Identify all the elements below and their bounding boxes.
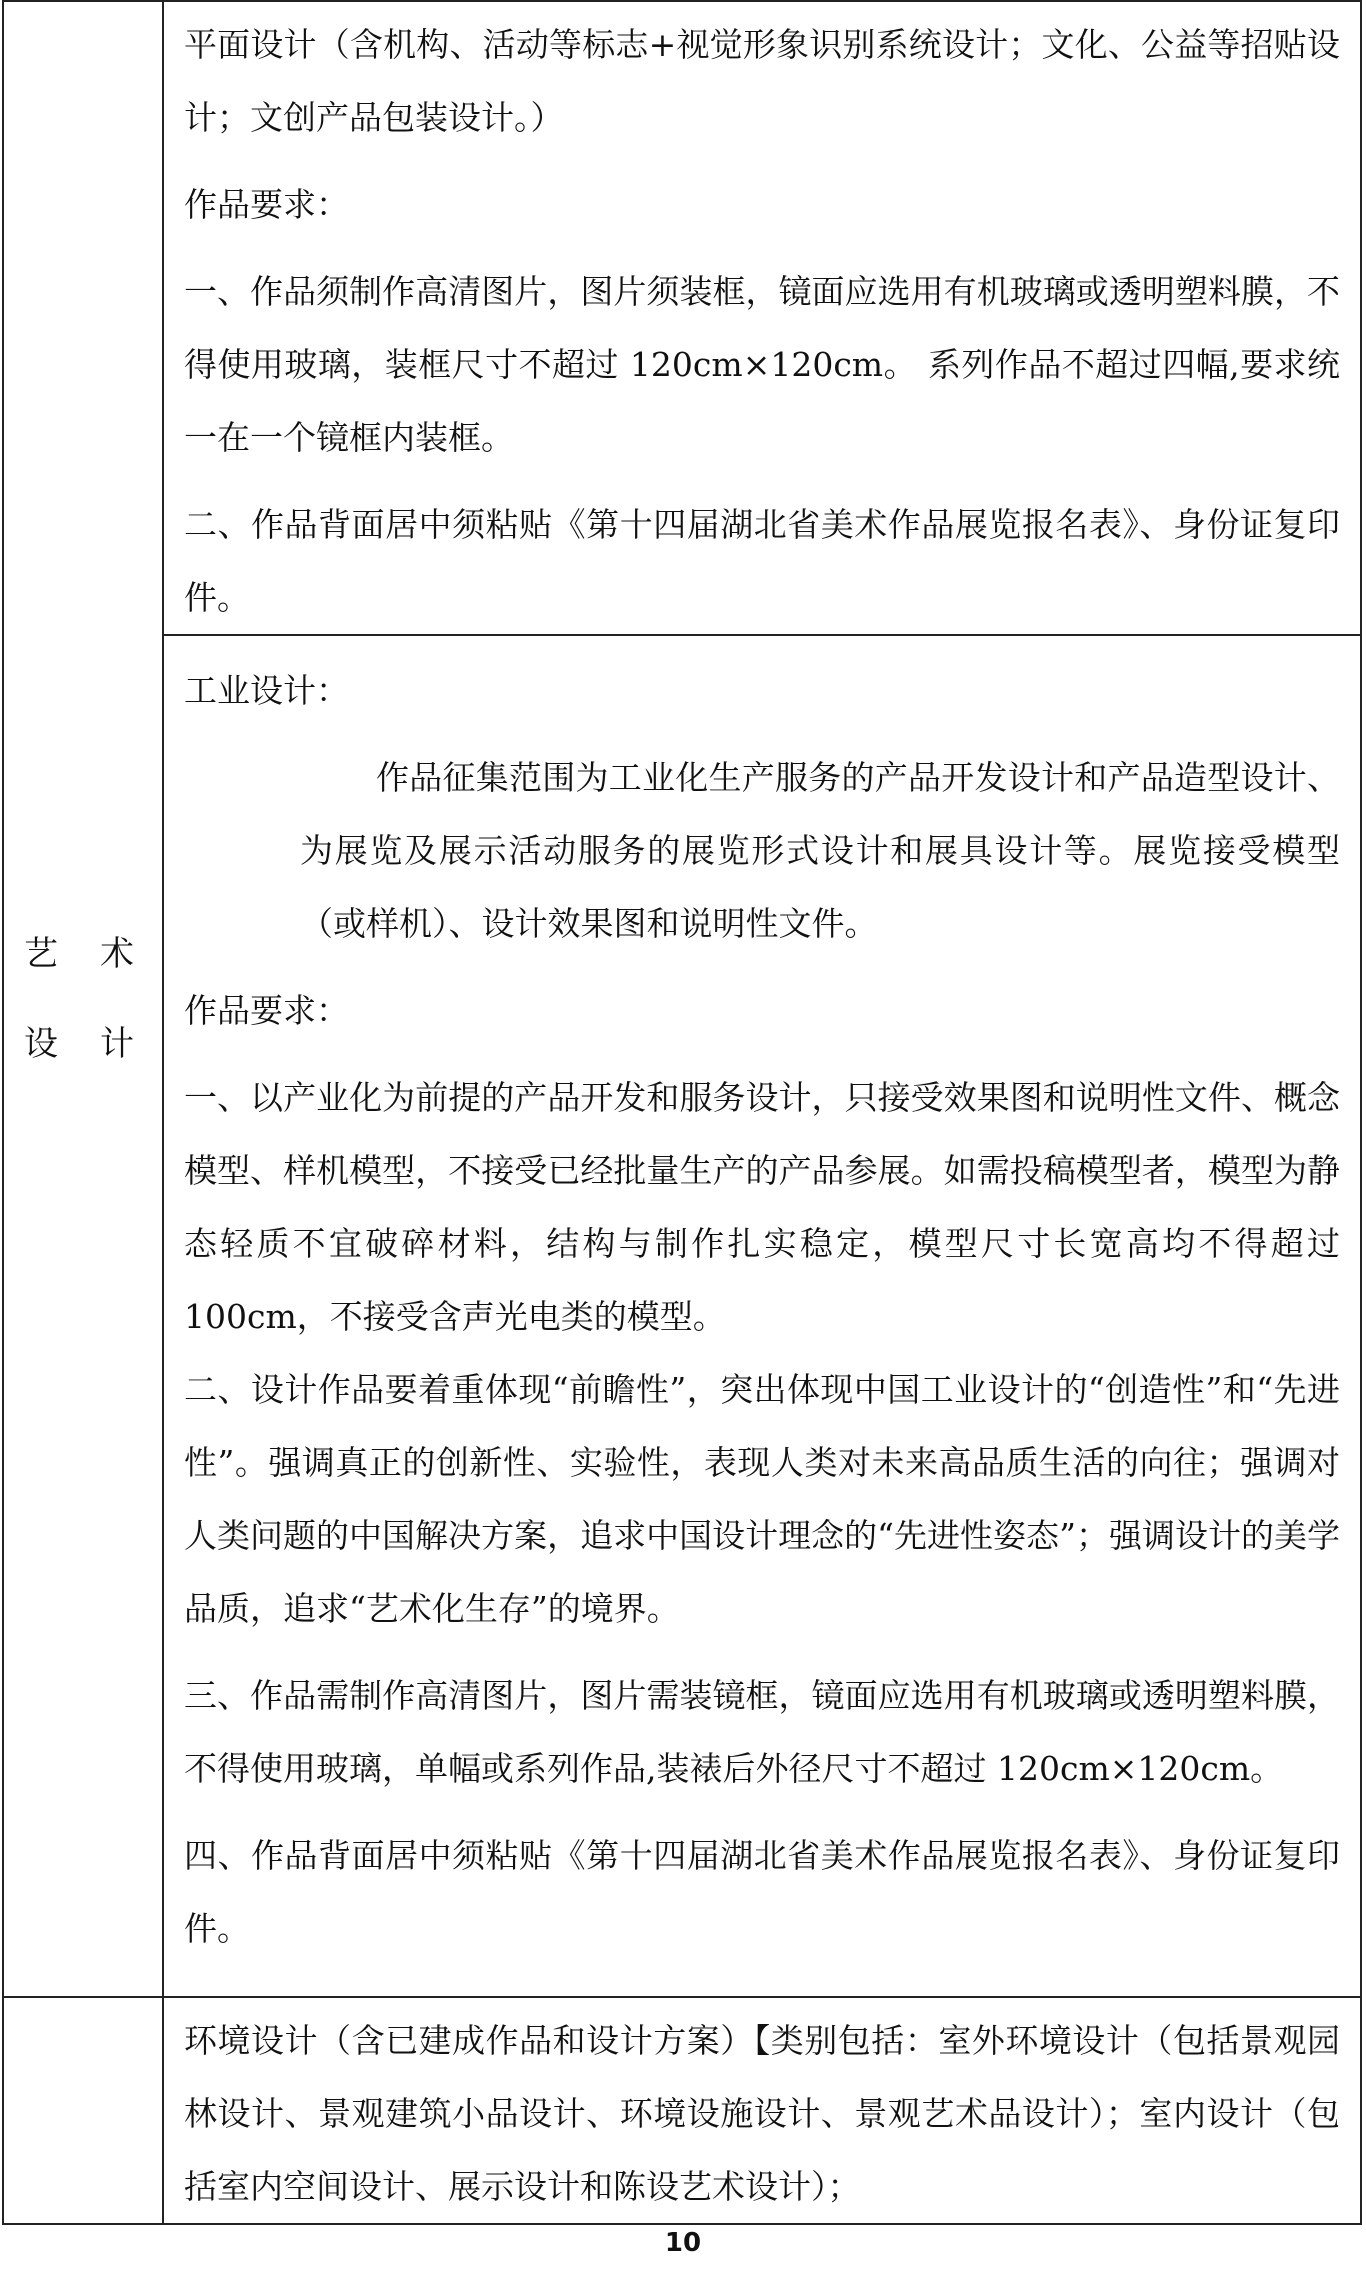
art-design-table bbox=[2, 0, 1362, 2225]
label-cell-empty bbox=[3, 1997, 163, 2224]
category-label-cell bbox=[3, 1, 176, 1997]
graphic-design-cell bbox=[163, 1, 1361, 635]
industrial-design-row bbox=[3, 635, 1361, 1997]
industrial-design-req-3: 三、作品需制作高清图片，图片需装镜框，镜面应选用有机玻璃或透明塑料膜，不得使用玻璃，单幅或系列作品,装裱后外径尺寸不超过 120cm×120cm。 bbox=[184, 1676, 1340, 1788]
industrial-design-req-1: 一、以产业化为前提的产品开发和服务设计，只接受效果图和说明性文件、概念模型、样机模型，不接受已经批量生产的产品参展。如需投稿模型者，模型为静态轻质不宜破碎材料，结构与制作扎实稳定，模型尺寸长宽高均不得超过 100cm，不接受含声光电类的模型。 bbox=[184, 1078, 1340, 1336]
graphic-design-req-2: 二、作品背面居中须粘贴《第十四届湖北省美术作品展览报名表》、身份证复印件。 bbox=[184, 505, 1340, 617]
industrial-design-cell bbox=[163, 635, 1361, 1997]
environmental-design-cell bbox=[163, 1997, 1361, 2224]
industrial-design-scope-block bbox=[184, 741, 1340, 960]
graphic-design-req-1: 一、作品须制作高清图片，图片须装框，镜面应选用有机玻璃或透明塑料膜，不得使用玻璃，装框尺寸不超过 120cm×120cm。 系列作品不超过四幅,要求统一在一个镜框内装框。 bbox=[184, 272, 1340, 457]
industrial-design-req-2: 二、设计作品要着重体现“前瞻性”，突出体现中国工业设计的“创造性”和“先进性”。强调真正的创新性、实验性，表现人类对未来高品质生活的向往；强调对人类问题的中国解决方案，追求中国设计理念的“先进性姿态”；强调设计的美学品质，追求“艺术化生存”的境界。 bbox=[184, 1370, 1340, 1628]
industrial-design-req-heading: 作品要求： bbox=[184, 991, 349, 1030]
environmental-design-title: 环境设计（含已建成作品和设计方案）【类别包括：室外环境设计（包括景观园林设计、景观建筑小品设计、环境设施设计、景观艺术品设计）；室内设计（包括室内空间设计、展示设计和陈设艺术设计）； bbox=[184, 2021, 1340, 2206]
category-label-line2: 设计 bbox=[24, 1024, 176, 1064]
industrial-design-scope: 作品征集范围为工业化生产服务的产品开发设计和产品造型设计、为展览及展示活动服务的展览形式设计和展具设计等。展览接受模型（或样机）、设计效果图和说明性文件。 bbox=[300, 758, 1340, 943]
page-number: 10 bbox=[664, 2228, 702, 2258]
category-label-line1: 艺术 bbox=[24, 934, 176, 974]
graphic-design-row bbox=[3, 1, 1361, 635]
graphic-design-title: 平面设计（含机构、活动等标志+视觉形象识别系统设计；文化、公益等招贴设计；文创产品包装设计。） bbox=[184, 25, 1340, 137]
environmental-design-row bbox=[3, 1997, 1361, 2224]
graphic-design-req-heading: 作品要求： bbox=[184, 185, 349, 224]
industrial-design-title: 工业设计： bbox=[184, 671, 349, 710]
industrial-design-req-4: 四、作品背面居中须粘贴《第十四届湖北省美术作品展览报名表》、身份证复印件。 bbox=[184, 1836, 1340, 1948]
